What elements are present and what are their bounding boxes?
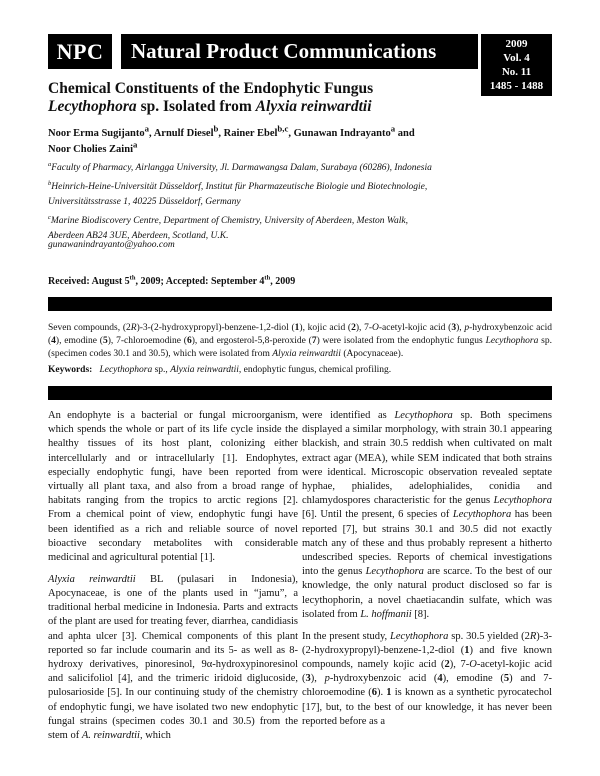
volume: Vol. 4: [503, 52, 530, 64]
issue-number: No. 11: [501, 66, 532, 78]
title-genus: Lecythophora: [48, 98, 137, 115]
affiliation-c: $^c$Marine Biodiscovery Centre, Department of Chemistry, University of Aberdeen, Meston Walk, Aberdeen AB24 3UE, Aberdeen, Scotland, U.K.: [48, 213, 408, 241]
paragraph: were identified as Lecythophora sp. Both specimens displayed a similar morphology, with strain 30.1 appearing blackish, and strain 30.5 reddish when cultivated on malt extract agar (MEA), while SEM indicated that both strains were identical. Microscopic observation revealed septate hyphae, phialides, adelophialides, conidia and chlamydospores characteristic for the genus Lecythophora [6]. Until the present, 6 species of Lecythophora has been reported [7], but strains 30.1 and 30.5 did not exactly match any of these and thus probably represent a hitherto undescribed species. Reports of chemical investigations into the genus Lecythophora are scarce. To the best of our knowledge, the only natural product disclosed so far is lecythophorin, a novel chaetiacandin sulfate, which was isolated from L. hoffmanii [8].: [302, 410, 552, 620]
paragraph: Alyxia reinwardtii BL (pulasari in Indonesia), Apocynaceae, is one of the plants used in “jamu”, a traditional herbal medicine in Indonesia. Parts and extracts of the plant are used for treating fever, diarrhea, candidiasis and aphta ulcer [3]. Chemical components of this plant reported so far include coumarin and its 5- as well as 8-hydroxy derivatives, pinoresinol, 9α-hydroxypinoresinol and salicifoliol [4], and the trimeric iridoid diglucoside, pulosarioside [5]. In our continuing study of the chemistry of endophytic fungi, we have isolated two new endophytic fungal strains (specimen codes 30.1 and 30.5) from the stem of A. reinwardtii, which: [48, 573, 299, 741]
keywords: Keywords: Lecythophora sp., Alyxia reinwardtii, endophytic fungus, chemical profiling.: [48, 365, 392, 375]
title-species: Alyxia reinwardtii: [255, 98, 372, 115]
affiliations: [48, 161, 528, 248]
journal-title-box: [121, 34, 478, 69]
volume-info-box: [481, 34, 552, 96]
paragraph: In the present study, Lecythophora sp. 30.5 yielded (2R)-3-(2-hydroxypropyl)-benzene-1,2-diol (1) and five known compounds, namely kojic acid (2), 7-O-acetyl-kojic acid (3), p-hydroxybenzoic acid (4), emodine (5) and 7-chloroemodine (6). 1 is known as a synthetic pyrocatechol [17], but, to the best of our knowledge, it has never been reported before as a: [302, 630, 553, 727]
journal-title: Natural Product Communications: [131, 39, 437, 63]
body-column-right: [302, 409, 552, 736]
article-title: Chemical Constituents of the Endophytic Fungus Lecythophora sp. Isolated from Alyxia reinwardtii: [48, 80, 374, 115]
keywords-label: Keywords:: [48, 365, 93, 375]
year: 2009: [505, 38, 528, 50]
affiliation-b: $^b$Heinrich-Heine-Universität Düsseldorf, Institut für Pharmazeutische Biologie und Biotechnologie, Universitätsstrasse 1, 40225 Düsseldorf, Germany: [48, 179, 428, 207]
abstract-bottom-divider: [48, 386, 552, 400]
page-range: 1485 - 1488: [489, 80, 544, 92]
journal-abbrev: NPC: [56, 38, 104, 64]
received-accepted-dates: Received: August 5th, 2009; Accepted: September 4th, 2009: [48, 274, 296, 287]
body-column-left: [48, 409, 298, 751]
corresponding-email[interactable]: gunawanindrayanto@yahoo.com: [48, 240, 175, 250]
affiliation-a: $^a$Faculty of Pharmacy, Airlangga University, Jl. Darmawangsa Dalam, Surabaya (60286), Indonesia: [48, 160, 432, 173]
author-list: Noor Erma Sugijanto$^a$, Arnulf Diesel$^b$, Rainer Ebel$^{b,c}$, Gunawan Indrayanto$^a$ and Noor Cholies Zaini$^a$: [48, 123, 415, 155]
journal-abbrev-box: [48, 34, 112, 69]
abstract-top-divider: [48, 297, 552, 311]
paragraph: An endophyte is a bacterial or fungal microorganism, which spends the whole or part of its life cycle inside the healthy tissues of its host plant, colonizing either intercellularly and or intracellularly [1]. Endophytes, especially endophytic fungi, have been reported from virtually all plant taxa, and also from a broad range of habitats ranging from the tropics to arctic regions [2]. From a chemical point of view, endophytic fungi have been identified as a rich and reliable source of novel bioactive secondary metabolites with considerable medicinal and agricultural potential [1].: [48, 410, 298, 564]
abstract: Seven compounds, (2R)-3-(2-hydroxypropyl)-benzene-1,2-diol (1), kojic acid (2), 7-O-acetyl-kojic acid (3), p-hydroxybenzoic acid (4), emodine (5), 7-chloroemodine (6), and ergosterol-5,8-peroxide (7) were isolated from the endophytic fungus Lecythophora sp. (specimen codes 30.1 and 30.5), which were isolated from Alyxia reinwardtii (Apocynaceae).: [48, 323, 552, 359]
